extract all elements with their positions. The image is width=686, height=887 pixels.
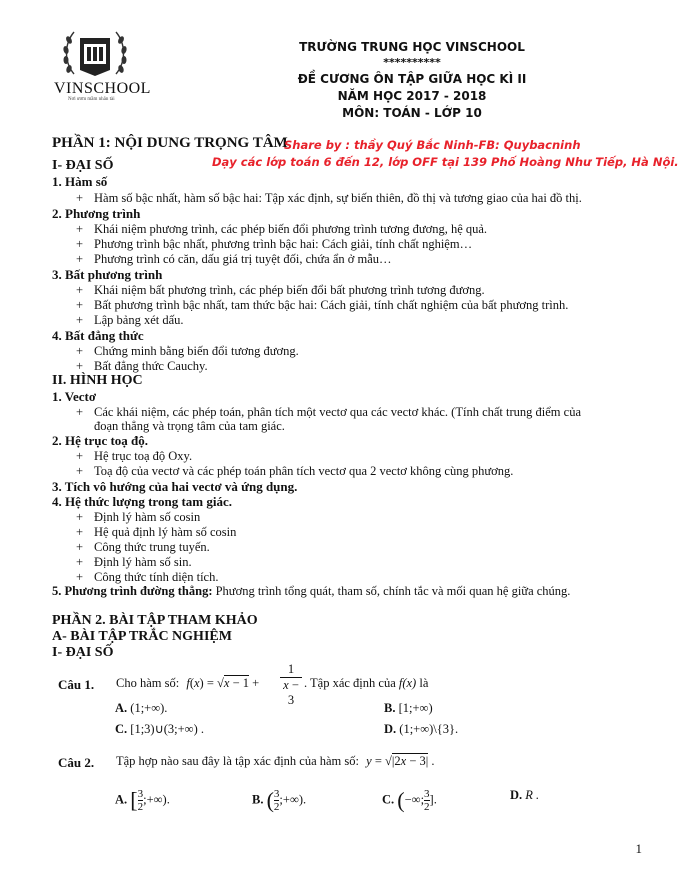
q1-option-d[interactable]: D. (1;+∞)\{3}.: [384, 722, 459, 736]
section-inequality-proofs: 4. Bất đẳng thức: [52, 328, 144, 343]
section-equations: 2. Phương trình: [52, 206, 141, 221]
section-line-equation: 5. Phương trình đường thẳng: Phương trình tổng quát, tham số, chính tắc và mối quan hệ giữa chúng.: [52, 584, 571, 598]
q2-option-b[interactable]: B. ( $\frac{3}{2}$ ;+∞).: [252, 787, 307, 813]
stars-divider: **********: [383, 56, 441, 69]
q1-option-a[interactable]: A. (1;+∞).: [115, 701, 168, 715]
algebra-heading-2: I- ĐẠI SỐ: [52, 645, 114, 660]
question-1-text: Cho hàm số: f(x) = √x − 1 +: [116, 676, 260, 690]
algebra-heading: I- ĐẠI SỐ: [52, 158, 114, 173]
section-coordinate-system: 2. Hệ trục toạ độ.: [52, 433, 149, 448]
q2-option-c[interactable]: C. (−∞; $\frac{3}{2}$ ].: [382, 787, 437, 813]
list-item: + Công thức trung tuyến.: [76, 540, 210, 554]
list-item: + Bất phương trình bậc nhất, tam thức bậc hai: Cách giải, tính chất nghiệm của bất phương trình.: [76, 298, 569, 312]
list-item: + Khái niệm bất phương trình, các phép biến đổi bất phương trình tương đương.: [76, 283, 485, 297]
list-item: + Phương trình có căn, dấu giá trị tuyệt đối, chứa ẩn ở mẫu…: [76, 252, 392, 266]
part1-title: PHẦN 1: NỘI DUNG TRỌNG TÂM: [52, 135, 288, 151]
q2-option-d[interactable]: D. R .: [510, 788, 540, 802]
fraction-1-over-x-3: 1 x − 3: [280, 662, 302, 708]
logo-tagline: Nơi ươm mầm nhân tài: [68, 97, 115, 102]
list-item: + Chứng minh bằng biến đổi tương đương.: [76, 344, 299, 358]
q1-option-b[interactable]: B. [1;+∞): [384, 701, 433, 715]
section-functions: 1. Hàm số: [52, 174, 108, 189]
list-item: + Lập bảng xét dấu.: [76, 313, 184, 327]
list-item: + Công thức tính diện tích.: [76, 570, 219, 584]
geometry-heading: II. HÌNH HỌC: [52, 373, 143, 388]
vinschool-logo-emblem: [60, 26, 130, 81]
list-item: + Hàm số bậc nhất, hàm số bậc hai: Tập xác định, sự biến thiên, đồ thị và tương giao của hai đồ thị.: [76, 191, 582, 205]
list-item: + Khái niệm phương trình, các phép biến đổi phương trình tương đương, hệ quả.: [76, 222, 488, 236]
school-year: NĂM HỌC 2017 - 2018: [337, 89, 487, 103]
school-name: TRƯỜNG TRUNG HỌC VINSCHOOL: [299, 40, 525, 54]
section-triangle-relations: 4. Hệ thức lượng trong tam giác.: [52, 494, 232, 509]
list-item: + Định lý hàm số cosin: [76, 510, 201, 524]
list-item: + Bất đẳng thức Cauchy.: [76, 359, 208, 373]
list-item-continuation: đoạn thẳng và trọng tâm của tam giác.: [94, 419, 285, 433]
multiple-choice-heading: A- BÀI TẬP TRẮC NGHIỆM: [52, 629, 232, 644]
logo-wordmark: VINSCHOOL: [54, 80, 151, 97]
question-1-tail: . Tập xác định của f(x) là: [304, 676, 429, 690]
subject-line: MÔN: TOÁN - LỚP 10: [342, 106, 482, 120]
list-item: + Toạ độ của vectơ và các phép toán phân tích vectơ qua 2 vectơ không cùng phương.: [76, 464, 514, 478]
section-dot-product: 3. Tích vô hướng của hai vectơ và ứng dụng.: [52, 479, 298, 494]
list-item: + Hệ quả định lý hàm số cosin: [76, 525, 237, 539]
share-line-1: Share by : thầy Quý Bắc Ninh-FB: Quybacninh: [284, 138, 581, 152]
share-line-2: Dạy các lớp toán 6 đến 12, lớp OFF tại 139 Phố Hoàng Như Tiếp, Hà Nội.: [212, 155, 679, 169]
list-item: + Định lý hàm số sin.: [76, 555, 192, 569]
question-2-text: Tập hợp nào sau đây là tập xác định của hàm số: y = √|2x − 3| .: [116, 754, 435, 768]
page-number: 1: [635, 841, 642, 856]
list-item: + Phương trình bậc nhất, phương trình bậc hai: Cách giải, tính chất nghiệm…: [76, 237, 473, 251]
document-title: ĐỀ CƯƠNG ÔN TẬP GIỮA HỌC KÌ II: [297, 72, 527, 86]
list-item: + Hệ trục toạ độ Oxy.: [76, 449, 193, 463]
q1-option-c[interactable]: C. [1;3)∪(3;+∞) .: [115, 722, 204, 736]
q2-option-a[interactable]: A. [ $\frac{3}{2}$ ;+∞).: [115, 787, 170, 813]
section-vectors: 1. Vectơ: [52, 389, 97, 404]
list-item: + Các khái niệm, các phép toán, phân tích một vectơ qua các vectơ khác. (Tính chất trung điểm của: [76, 405, 581, 419]
part2-title: PHẦN 2. BÀI TẬP THAM KHẢO: [52, 613, 258, 628]
section-inequalities: 3. Bất phương trình: [52, 267, 163, 282]
question-1-label: Câu 1.: [58, 677, 95, 692]
question-2-label: Câu 2.: [58, 755, 95, 770]
